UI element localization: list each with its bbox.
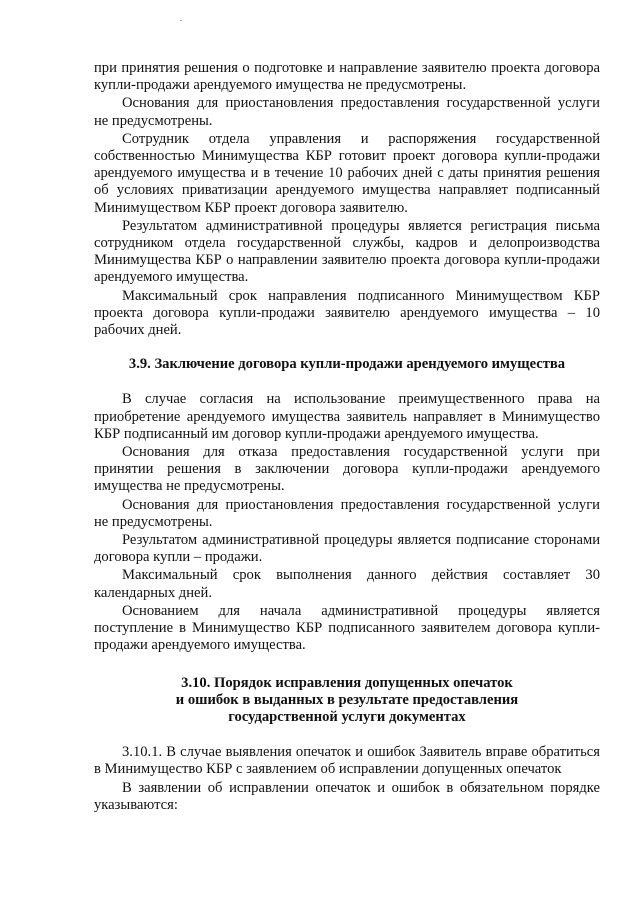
section-heading-line: государственной услуги документах	[228, 708, 466, 725]
paragraph: Максимальный срок направления подписанного Минимуществом КБР проекта договора купли-продажи заявителю арендуемого имущества – 10 рабочих дней.	[94, 287, 600, 339]
paragraph: В случае согласия на использование преимущественного права на приобретение арендуемого имущества заявитель направляет в Минимущество КБР подписанный им договор купли-продажи арендуемого имущества.	[94, 391, 600, 442]
document-page	[94, 60, 600, 815]
paragraph: Основания для приостановления предоставления государственной услуги не предусмотрены.	[94, 496, 600, 530]
paragraph: Основания для приостановления предоставления государственной услуги не предусмотрены.	[94, 95, 600, 129]
paragraph: Результатом административной процедуры является подписание сторонами договора купли – продажи.	[94, 532, 600, 566]
section-heading-line: 3.10. Порядок исправления допущенных опечаток	[181, 674, 513, 691]
paragraph: Сотрудник отдела управления и распоряжения государственной собственностью Минимущества КБР готовит проект договора купли-продажи арендуемого имущества и в течение 10 рабочих дней с даты принятия решения об условиях приватизации арендуемого имущества направляет подписанный Минимуществом КБР проект договора заявителю.	[94, 130, 600, 216]
section-heading-line: и ошибок в выданных в результате предоставления	[175, 691, 519, 708]
section-heading: 3.9. Заключение договора купли-продажи арендуемого имущества	[128, 356, 566, 373]
paragraph: Результатом административной процедуры является регистрация письма сотрудником отдела государственной службы, кадров и делопроизводства Минимущества КБР о направлении заявителю проекта договора купли-продажи арендуемого имущества.	[94, 217, 600, 286]
paragraph: В заявлении об исправлении опечаток и ошибок в обязательном порядке указываются:	[94, 779, 600, 813]
section-heading	[94, 675, 600, 727]
paragraph: Максимальный срок выполнения данного действия составляет 30 календарных дней.	[94, 567, 600, 601]
paragraph: при принятия решения о подготовке и направление заявителю проекта договора купли-продажи арендуемого имущества не предусмотрены.	[94, 60, 600, 94]
scan-mark	[180, 20, 182, 21]
paragraph: Основанием для начала административной процедуры является поступление в Минимущество КБР подписанного заявителем договора купли-продажи арендуемого имущества.	[94, 602, 600, 654]
paragraph: Основания для отказа предоставления государственной услуги при принятии решения в заключении договора купли-продажи арендуемого имущества не предусмотрены.	[94, 444, 600, 495]
paragraph: 3.10.1. В случае выявления опечаток и ошибок Заявитель вправе обратиться в Минимущество КБР с заявлением об исправлении допущенных опечаток	[94, 744, 600, 778]
